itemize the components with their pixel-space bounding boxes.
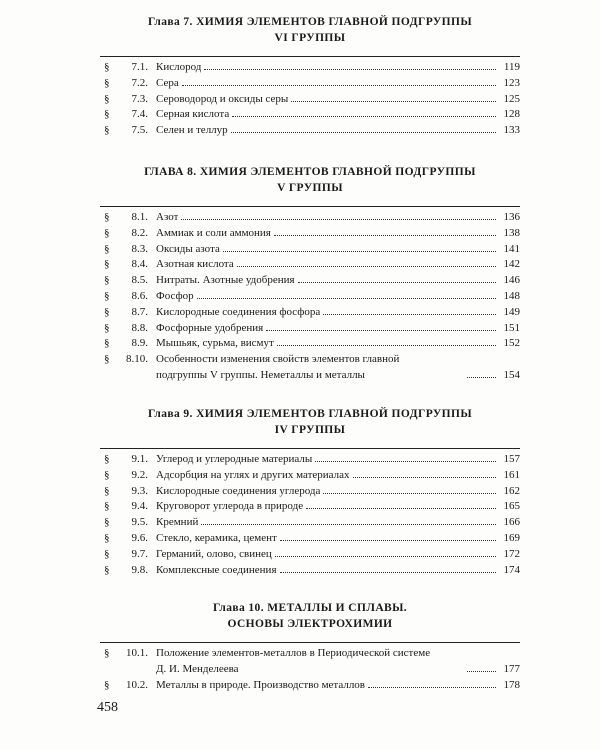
leader-dots (197, 298, 496, 299)
section-sign: § (104, 337, 110, 350)
entry-page: 138 (503, 226, 520, 239)
toc-entry[interactable] (100, 336, 520, 352)
entry-number: 9.7. (131, 547, 148, 560)
toc-entry[interactable] (100, 305, 520, 321)
entry-title: Углерод и углеродные материалы (156, 453, 313, 465)
entry-title: Фосфор (156, 289, 194, 302)
leader-dots (323, 314, 496, 315)
entry-number: 8.5. (131, 274, 148, 287)
toc-entry[interactable] (100, 123, 520, 139)
section-sign: § (104, 258, 110, 271)
section-sign: § (104, 226, 110, 239)
entry-number: 7.5. (131, 124, 148, 137)
leader-dots (266, 330, 496, 331)
entry-number: 9.1. (131, 453, 148, 465)
entry-title: Круговорот углерода в природе (156, 500, 304, 513)
toc-entry[interactable] (100, 60, 520, 76)
leader-dots (277, 345, 496, 346)
entry-number: 9.2. (131, 468, 148, 481)
toc-entry[interactable] (100, 563, 520, 579)
entry-title: Селен и теллур (156, 124, 228, 137)
section-sign: § (104, 242, 110, 255)
page-number: 458 (97, 700, 118, 715)
entry-page: 146 (503, 274, 520, 287)
entry-number: 8.8. (131, 321, 148, 334)
entry-title: Комплексные соединения (156, 563, 277, 576)
entry-title: Оксиды азота (156, 242, 220, 255)
entry-page: 166 (503, 516, 520, 529)
leader-dots (237, 266, 496, 267)
section-sign: § (104, 647, 110, 659)
leader-dots (275, 556, 496, 557)
entry-number: 8.9. (131, 337, 148, 350)
leader-dots (353, 477, 496, 478)
entry-title: Стекло, керамика, цемент (156, 531, 277, 544)
entry-page: 177 (503, 662, 520, 675)
entry-page: 165 (503, 500, 520, 513)
entry-page: 125 (503, 92, 520, 105)
toc-entry[interactable] (100, 210, 520, 226)
chapter-10 (100, 600, 520, 693)
entry-number: 8.1. (131, 211, 148, 223)
section-sign: § (104, 124, 110, 137)
leader-dots (204, 69, 496, 70)
toc-entry[interactable] (100, 452, 520, 468)
entry-title: Серная кислота (156, 108, 230, 121)
toc-entry[interactable] (100, 499, 520, 515)
section-sign: § (104, 453, 110, 465)
entry-title-line2: Д. И. Менделеева (156, 662, 239, 675)
toc-list (100, 206, 520, 384)
entry-page: 157 (503, 453, 520, 465)
entry-page: 119 (503, 61, 520, 73)
entry-page: 133 (503, 124, 520, 137)
chapter-title-line1: Глава 9. ХИМИЯ ЭЛЕМЕНТОВ ГЛАВНОЙ ПОДГРУППЫ (147, 408, 473, 420)
entry-title: Азотная кислота (156, 258, 234, 271)
entry-page: 149 (503, 305, 520, 318)
entry-title: Аммиак и соли аммония (156, 226, 271, 239)
entry-page: 152 (503, 337, 520, 350)
section-sign: § (104, 92, 110, 105)
entry-page: 178 (503, 678, 520, 691)
chapter-title-line1: ГЛАВА 8. ХИМИЯ ЭЛЕМЕНТОВ ГЛАВНОЙ ПОДГРУППЫ (144, 166, 476, 178)
section-sign: § (104, 108, 110, 121)
chapter-8 (100, 164, 520, 384)
toc-entry[interactable] (100, 484, 520, 500)
entry-title: Нитраты. Азотные удобрения (156, 274, 295, 287)
entry-page: 154 (503, 368, 520, 381)
toc-entry[interactable] (100, 76, 520, 92)
entry-number: 9.5. (131, 516, 148, 529)
section-sign: § (104, 500, 110, 513)
entry-title: Мышьяк, сурьма, висмут (156, 337, 274, 350)
entry-page: 169 (503, 531, 520, 544)
entry-page: 172 (503, 547, 520, 560)
leader-dots (274, 235, 496, 236)
toc-entry-multiline[interactable] (100, 646, 520, 678)
toc-entry[interactable] (100, 92, 520, 108)
entry-number: 7.1. (131, 61, 148, 73)
entry-page: 162 (503, 484, 520, 497)
entry-title: Сера (156, 76, 179, 89)
entry-title: Германий, олово, свинец (156, 547, 272, 560)
toc-entry[interactable] (100, 678, 520, 694)
entry-title: Фосфорные удобрения (156, 321, 264, 334)
section-sign: § (104, 516, 110, 529)
entry-number: 8.10. (126, 353, 148, 366)
entry-page: 142 (503, 258, 520, 271)
entry-page: 174 (503, 563, 520, 576)
entry-number: 7.2. (131, 76, 148, 89)
entry-title: Кислород (156, 61, 202, 73)
toc-list (100, 56, 520, 139)
chapter-9 (100, 406, 520, 578)
section-sign: § (104, 547, 110, 560)
toc-entry[interactable] (100, 257, 520, 273)
entry-number: 8.7. (131, 305, 148, 318)
section-sign: § (104, 76, 110, 89)
entry-title: Сероводород и оксиды серы (156, 92, 289, 105)
leader-dots (315, 461, 496, 462)
toc-list (100, 642, 520, 693)
section-sign: § (104, 353, 110, 366)
toc-entry[interactable] (100, 531, 520, 547)
toc-entry[interactable] (100, 107, 520, 123)
entry-page: 151 (503, 321, 520, 334)
section-sign: § (104, 563, 110, 576)
entry-title-line2: подгруппы V группы. Неметаллы и металлы (156, 368, 365, 381)
leader-dots (298, 282, 496, 283)
entry-number: 9.6. (131, 531, 148, 544)
leader-dots (467, 377, 496, 378)
entry-continuation (100, 368, 520, 384)
chapter-title-line1: Глава 10. МЕТАЛЛЫ И СПЛАВЫ. (212, 602, 408, 614)
toc-entry-multiline[interactable] (100, 352, 520, 384)
leader-dots (291, 101, 496, 102)
toc-entry[interactable] (100, 547, 520, 563)
entry-number: 8.4. (131, 258, 148, 271)
entry-number: 10.1. (126, 647, 148, 659)
toc-list (100, 448, 520, 578)
leader-dots (280, 572, 496, 573)
entry-page: 128 (503, 108, 520, 121)
leader-dots (231, 132, 496, 133)
entry-number: 7.3. (131, 92, 148, 105)
leader-dots (368, 687, 496, 688)
leader-dots (181, 219, 496, 220)
entry-page: 123 (503, 76, 520, 89)
entry-page: 161 (503, 468, 520, 481)
entry-number: 8.3. (131, 242, 148, 255)
section-sign: § (104, 61, 110, 73)
leader-dots (467, 671, 496, 672)
entry-number: 8.2. (131, 226, 148, 239)
chapter-title-line2: ОСНОВЫ ЭЛЕКТРОХИМИИ (227, 618, 393, 630)
entry-title: Адсорбция на углях и других материалах (156, 468, 350, 481)
section-sign: § (104, 468, 110, 481)
entry-continuation (100, 662, 520, 678)
entry-number: 10.2. (126, 678, 148, 691)
section-sign: § (104, 484, 110, 497)
entry-page: 148 (503, 289, 520, 302)
entry-title: Азот (156, 211, 179, 223)
leader-dots (182, 85, 496, 86)
entry-title-line1: Положение элементов-металлов в Периодической системе (156, 647, 431, 659)
entry-title: Кислородные соединения углерода (156, 484, 321, 497)
leader-dots (223, 251, 496, 252)
entry-page: 136 (503, 211, 520, 223)
toc-entry[interactable] (100, 242, 520, 258)
leader-dots (232, 116, 496, 117)
section-sign: § (104, 211, 110, 223)
leader-dots (201, 524, 496, 525)
leader-dots (280, 540, 496, 541)
section-sign: § (104, 321, 110, 334)
section-sign: § (104, 678, 110, 691)
entry-page: 141 (503, 242, 520, 255)
entry-number: 9.8. (131, 563, 148, 576)
chapter-7 (100, 14, 520, 139)
chapter-title-line2: V ГРУППЫ (277, 182, 343, 194)
toc-entry[interactable] (100, 515, 520, 531)
toc-entry[interactable] (100, 273, 520, 289)
entry-title: Кислородные соединения фосфора (156, 305, 321, 318)
section-sign: § (104, 305, 110, 318)
section-sign: § (104, 274, 110, 287)
entry-number: 8.6. (131, 289, 148, 302)
toc-entry[interactable] (100, 226, 520, 242)
toc-entry[interactable] (100, 321, 520, 337)
toc-entry[interactable] (100, 289, 520, 305)
entry-title: Кремний (156, 516, 199, 529)
entry-number: 7.4. (131, 108, 148, 121)
entry-title-line1: Особенности изменения свойств элементов главной (156, 353, 400, 366)
toc-entry[interactable] (100, 468, 520, 484)
chapter-title-line1: Глава 7. ХИМИЯ ЭЛЕМЕНТОВ ГЛАВНОЙ ПОДГРУППЫ (147, 16, 473, 28)
entry-title: Металлы в природе. Производство металлов (156, 678, 366, 691)
section-sign: § (104, 289, 110, 302)
chapter-title-line2: VI ГРУППЫ (274, 32, 346, 44)
section-sign: § (104, 531, 110, 544)
chapter-title-line2: IV ГРУППЫ (274, 424, 346, 436)
leader-dots (306, 508, 496, 509)
entry-number: 9.3. (131, 484, 148, 497)
entry-number: 9.4. (131, 500, 148, 513)
leader-dots (323, 493, 496, 494)
